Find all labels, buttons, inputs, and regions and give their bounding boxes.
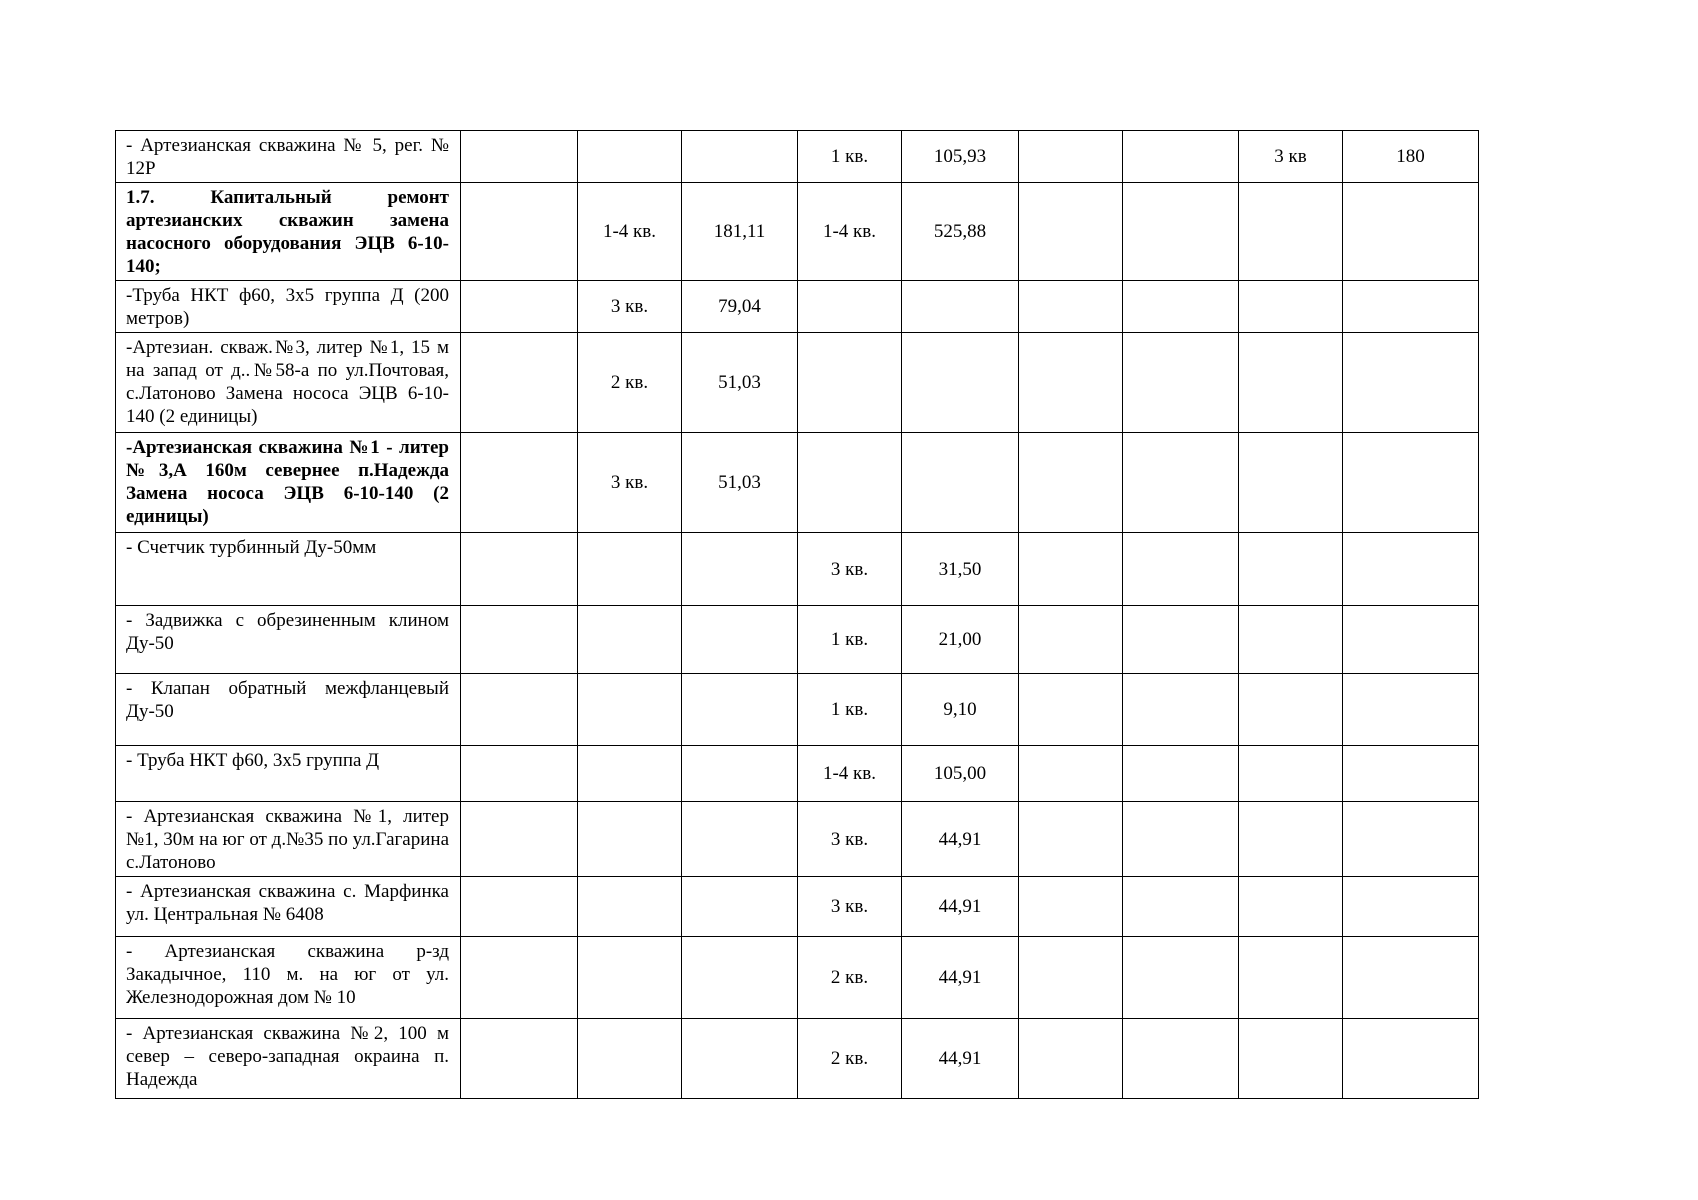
value-cell-col7 (1123, 183, 1239, 281)
value-cell-col2 (578, 131, 682, 183)
item-name-cell: - Артезианская скважина №2, 100 м север – северо-западная окраина п. Надежда (116, 1019, 461, 1099)
value-cell-col8 (1239, 533, 1343, 606)
value-cell-col1 (461, 131, 578, 183)
value-cell-col6 (1019, 131, 1123, 183)
item-name-cell: 1.7. Капитальный ремонт артезианских скважин замена насосного оборудования ЭЦВ 6-10-140; (116, 183, 461, 281)
value-cell-col2 (578, 533, 682, 606)
value-cell-col2 (578, 802, 682, 877)
value-cell-col9: 180 (1343, 131, 1479, 183)
value-cell-col1 (461, 333, 578, 433)
value-cell-col8 (1239, 1019, 1343, 1099)
works-table (115, 130, 1610, 1099)
value-cell-col8 (1239, 433, 1343, 533)
item-name-cell: - Счетчик турбинный Ду-50мм (116, 533, 461, 606)
value-cell-col5: 525,88 (902, 183, 1019, 281)
value-cell-col6 (1019, 802, 1123, 877)
value-cell-col2 (578, 937, 682, 1019)
value-cell-col1 (461, 281, 578, 333)
value-cell-col6 (1019, 937, 1123, 1019)
value-cell-col5 (902, 433, 1019, 533)
value-cell-col1 (461, 433, 578, 533)
value-cell-col8 (1239, 281, 1343, 333)
value-cell-col3: 51,03 (682, 433, 798, 533)
value-cell-col7 (1123, 937, 1239, 1019)
item-name-cell: - Труба НКТ ф60, 3х5 группа Д (116, 746, 461, 802)
value-cell-col3 (682, 1019, 798, 1099)
value-cell-col4: 2 кв. (798, 1019, 902, 1099)
value-cell-col3 (682, 606, 798, 674)
value-cell-col9 (1343, 533, 1479, 606)
value-cell-col5: 44,91 (902, 1019, 1019, 1099)
value-cell-col8 (1239, 877, 1343, 937)
value-cell-col2: 1-4 кв. (578, 183, 682, 281)
value-cell-col8 (1239, 183, 1343, 281)
table-row (116, 802, 1610, 877)
value-cell-col4: 1-4 кв. (798, 183, 902, 281)
value-cell-col6 (1019, 674, 1123, 746)
table-row (116, 281, 1610, 333)
item-name-cell: -Артезиан. скваж.№3, литер №1, 15 м на запад от д..№58-а по ул.Почтовая, с.Латоново Замена нососа ЭЦВ 6-10-140 (2 единицы) (116, 333, 461, 433)
table-row (116, 606, 1610, 674)
value-cell-col8 (1239, 674, 1343, 746)
item-name-cell: -Артезианская скважина №1 - литер №3,А 160м севернее п.Надежда Замена нососа ЭЦВ 6-10-140 (2 единицы) (116, 433, 461, 533)
value-cell-col1 (461, 1019, 578, 1099)
item-name-cell: - Артезианская скважина № 5, рег. № 12Р (116, 131, 461, 183)
value-cell-col7 (1123, 877, 1239, 937)
value-cell-col1 (461, 877, 578, 937)
value-cell-col1 (461, 533, 578, 606)
table-body (116, 131, 1610, 1099)
value-cell-col8: 3 кв (1239, 131, 1343, 183)
value-cell-col9 (1343, 746, 1479, 802)
value-cell-col3 (682, 533, 798, 606)
value-cell-col1 (461, 183, 578, 281)
item-name-cell: - Артезианская скважина р-зд Закадычное, 110 м. на юг от ул. Железнодорожная дом № 10 (116, 937, 461, 1019)
value-cell-col8 (1239, 937, 1343, 1019)
value-cell-col7 (1123, 131, 1239, 183)
value-cell-col5: 44,91 (902, 877, 1019, 937)
value-cell-col2 (578, 606, 682, 674)
value-cell-col2: 3 кв. (578, 433, 682, 533)
value-cell-col4 (798, 333, 902, 433)
value-cell-col7 (1123, 802, 1239, 877)
value-cell-col4: 1 кв. (798, 606, 902, 674)
value-cell-col3 (682, 802, 798, 877)
value-cell-col5: 44,91 (902, 937, 1019, 1019)
value-cell-col9 (1343, 281, 1479, 333)
value-cell-col5 (902, 333, 1019, 433)
table-row (116, 746, 1610, 802)
value-cell-col7 (1123, 746, 1239, 802)
value-cell-col5: 105,00 (902, 746, 1019, 802)
value-cell-col8 (1239, 802, 1343, 877)
table-row (116, 333, 1610, 433)
value-cell-col6 (1019, 877, 1123, 937)
value-cell-col3 (682, 674, 798, 746)
value-cell-col7 (1123, 606, 1239, 674)
item-name-cell: - Артезианская скважина с. Марфинка ул. Центральная № 6408 (116, 877, 461, 937)
value-cell-col5: 44,91 (902, 802, 1019, 877)
value-cell-col4: 2 кв. (798, 937, 902, 1019)
value-cell-col4: 3 кв. (798, 533, 902, 606)
value-cell-col7 (1123, 674, 1239, 746)
value-cell-col4: 3 кв. (798, 802, 902, 877)
value-cell-col3: 51,03 (682, 333, 798, 433)
table-row (116, 533, 1610, 606)
value-cell-col7 (1123, 281, 1239, 333)
value-cell-col8 (1239, 333, 1343, 433)
value-cell-col5: 31,50 (902, 533, 1019, 606)
value-cell-col9 (1343, 877, 1479, 937)
value-cell-col9 (1343, 937, 1479, 1019)
value-cell-col3: 79,04 (682, 281, 798, 333)
value-cell-col4 (798, 281, 902, 333)
item-name-cell: -Труба НКТ ф60, 3х5 группа Д (200 метров) (116, 281, 461, 333)
value-cell-col4: 1 кв. (798, 131, 902, 183)
value-cell-col5: 21,00 (902, 606, 1019, 674)
value-cell-col7 (1123, 533, 1239, 606)
value-cell-col3 (682, 877, 798, 937)
value-cell-col6 (1019, 746, 1123, 802)
value-cell-col5: 105,93 (902, 131, 1019, 183)
value-cell-col6 (1019, 606, 1123, 674)
item-name-cell: - Задвижка с обрезиненным клином Ду-50 (116, 606, 461, 674)
item-name-cell: - Клапан обратный межфланцевый Ду-50 (116, 674, 461, 746)
value-cell-col9 (1343, 606, 1479, 674)
value-cell-col4: 1 кв. (798, 674, 902, 746)
value-cell-col8 (1239, 746, 1343, 802)
value-cell-col3 (682, 131, 798, 183)
value-cell-col7 (1123, 333, 1239, 433)
value-cell-col4: 3 кв. (798, 877, 902, 937)
value-cell-col2: 3 кв. (578, 281, 682, 333)
value-cell-col8 (1239, 606, 1343, 674)
value-cell-col9 (1343, 333, 1479, 433)
value-cell-col9 (1343, 1019, 1479, 1099)
value-cell-col5: 9,10 (902, 674, 1019, 746)
value-cell-col6 (1019, 281, 1123, 333)
value-cell-col2 (578, 674, 682, 746)
value-cell-col5 (902, 281, 1019, 333)
value-cell-col9 (1343, 183, 1479, 281)
item-name-cell: - Артезианская скважина №1, литер №1, 30м на юг от д.№35 по ул.Гагарина с.Латоново (116, 802, 461, 877)
value-cell-col2 (578, 746, 682, 802)
table-row (116, 131, 1610, 183)
value-cell-col6 (1019, 1019, 1123, 1099)
value-cell-col3 (682, 937, 798, 1019)
value-cell-col6 (1019, 533, 1123, 606)
value-cell-col9 (1343, 802, 1479, 877)
value-cell-col6 (1019, 183, 1123, 281)
value-cell-col2 (578, 877, 682, 937)
value-cell-col1 (461, 606, 578, 674)
table-row (116, 674, 1610, 746)
value-cell-col4: 1-4 кв. (798, 746, 902, 802)
value-cell-col3 (682, 746, 798, 802)
value-cell-col1 (461, 674, 578, 746)
table-row (116, 1019, 1610, 1099)
value-cell-col9 (1343, 433, 1479, 533)
value-cell-col1 (461, 746, 578, 802)
table-row (116, 433, 1610, 533)
value-cell-col2 (578, 1019, 682, 1099)
table-row (116, 877, 1610, 937)
value-cell-col2: 2 кв. (578, 333, 682, 433)
table-row (116, 937, 1610, 1019)
value-cell-col7 (1123, 433, 1239, 533)
value-cell-col6 (1019, 433, 1123, 533)
value-cell-col6 (1019, 333, 1123, 433)
value-cell-col1 (461, 802, 578, 877)
value-cell-col1 (461, 937, 578, 1019)
value-cell-col7 (1123, 1019, 1239, 1099)
value-cell-col9 (1343, 674, 1479, 746)
table-row (116, 183, 1610, 281)
value-cell-col4 (798, 433, 902, 533)
value-cell-col3: 181,11 (682, 183, 798, 281)
